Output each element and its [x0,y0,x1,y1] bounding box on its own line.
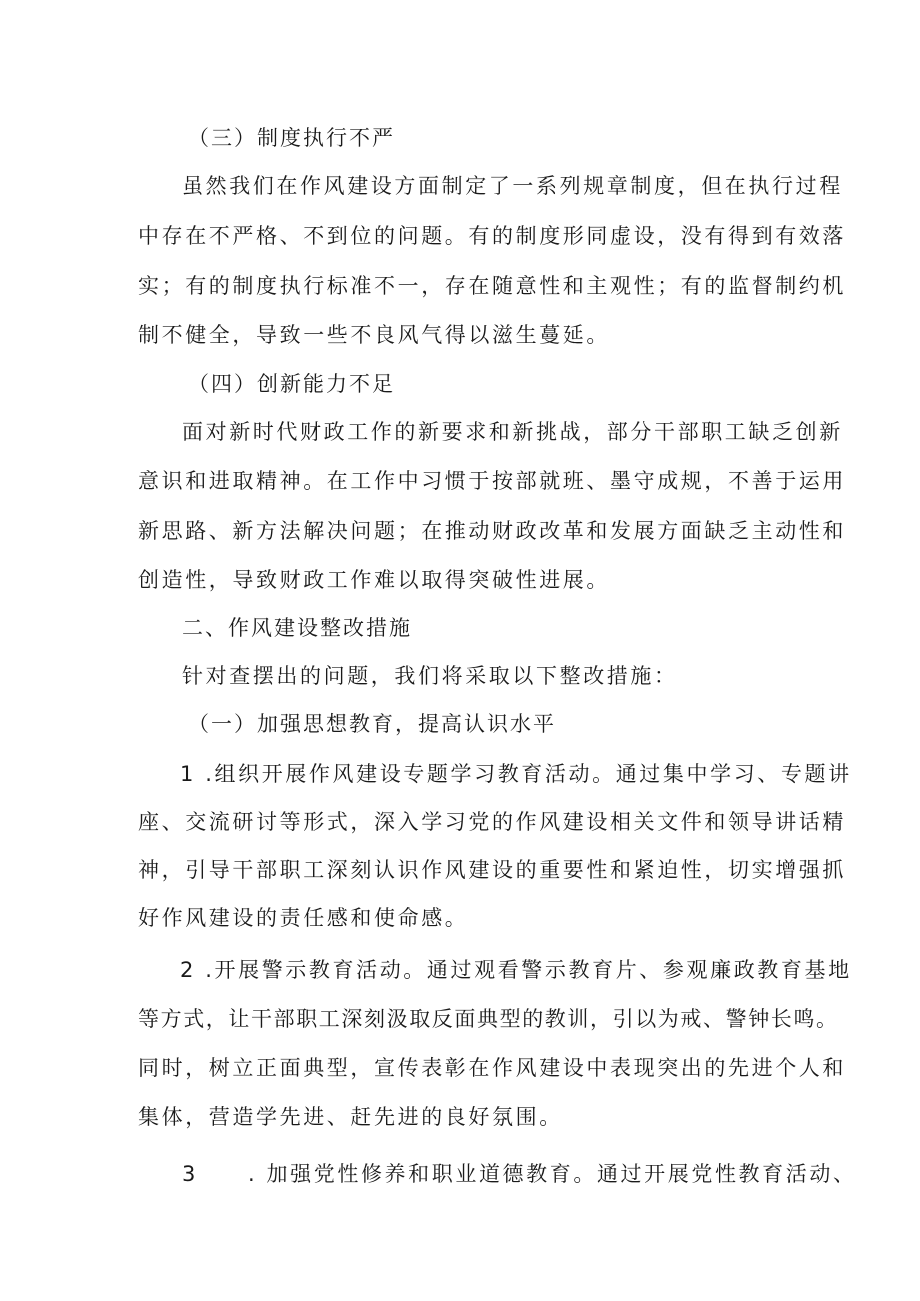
part-2-intro: 针对查摆出的问题，我们将采取以下整改措施： [182,664,678,688]
item-2-line-3: 同时，树立正面典型，宣传表彰在作风建设中表现突出的先进个人和 [138,1056,846,1080]
section-3-para-line-1: 虽然我们在作风建设方面制定了一系列规章制度，但在执行过程 [182,174,843,198]
section-3-para-line-4: 制不健全，导致一些不良风气得以滋生蔓延。 [138,323,610,347]
section-3-heading: （三）制度执行不严 [188,126,395,150]
section-4-para-line-1: 面对新时代财政工作的新要求和新挑战，部分干部职工缺乏创新 [182,420,843,444]
item-1-line-4: 好作风建设的责任感和使命感。 [138,906,469,930]
section-3-para-line-2: 中存在不严格、不到位的问题。有的制度形同虚设，没有得到有效落 [138,224,846,248]
item-1-line-1: 1 .组织开展作风建设专题学习教育活动。通过集中学习、专题讲 [180,762,852,786]
item-3-line-1: . 加强党性修养和职业道德教育。通过开展党性教育活动、 [248,1162,857,1186]
section-4-para-line-3: 新思路、新方法解决问题；在推动财政改革和发展方面缺乏主动性和 [138,519,846,543]
item-2-line-4: 集体，营造学先进、赶先进的良好氛围。 [138,1105,563,1129]
item-1-line-3: 神，引导干部职工深刻认识作风建设的重要性和紧迫性，切实增强抓 [138,858,846,882]
measure-1-heading: （一）加强思想教育，提高认识水平 [188,712,556,736]
item-3-number: 3 [182,1162,198,1186]
section-4-heading: （四）创新能力不足 [188,372,395,396]
item-2-line-1: 2 .开展警示教育活动。通过观看警示教育片、参观廉政教育基地 [180,958,852,982]
item-2-line-2: 等方式，让干部职工深刻汲取反面典型的教训，引以为戒、警钟长鸣。 [138,1007,839,1031]
section-4-para-line-4: 创造性，导致财政工作难以取得突破性进展。 [138,568,610,592]
section-4-para-line-2: 意识和进取精神。在工作中习惯于按部就班、墨守成规，不善于运用 [138,469,846,493]
item-1-line-2: 座、交流研讨等形式，深入学习党的作风建设相关文件和领导讲话精 [138,810,846,834]
part-2-heading: 二、作风建设整改措施 [182,616,412,640]
section-3-para-line-3: 实；有的制度执行标准不一，存在随意性和主观性；有的监督制约机 [138,274,846,298]
